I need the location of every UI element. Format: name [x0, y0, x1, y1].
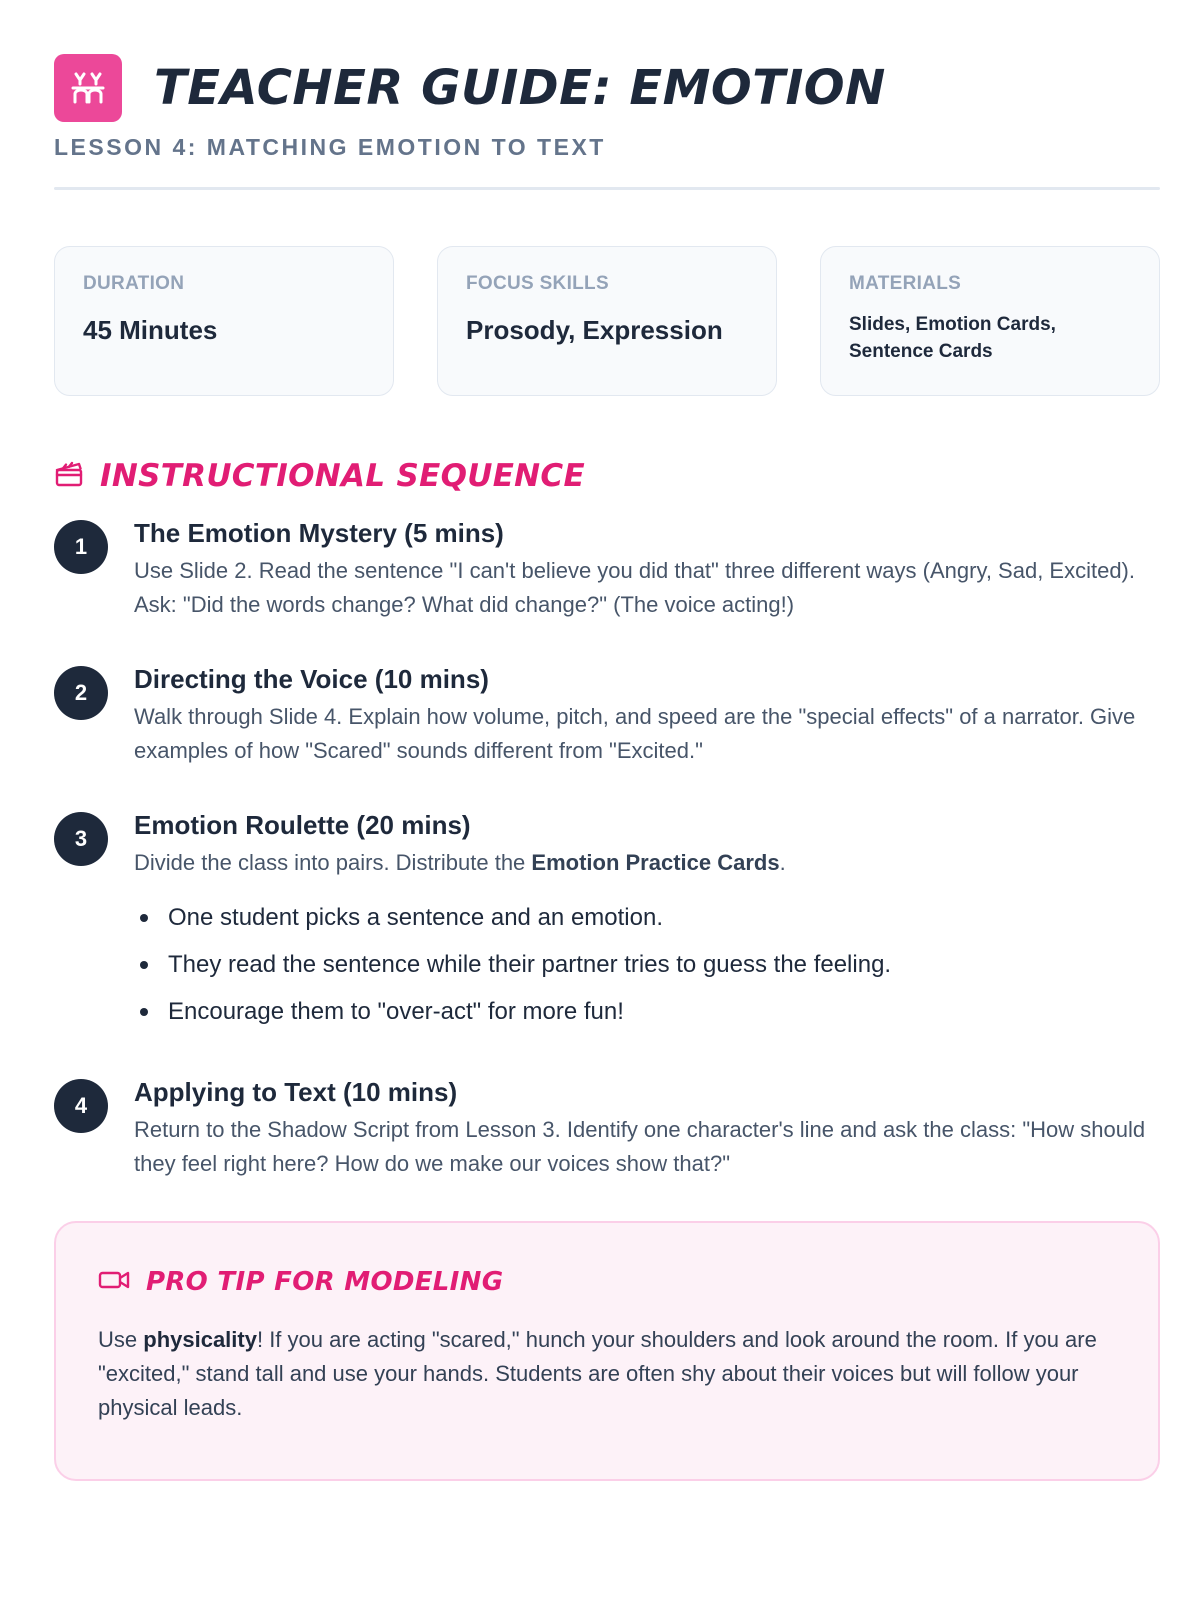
card-label: MATERIALS	[849, 273, 962, 294]
pro-tip-text-part: Use	[98, 1327, 144, 1352]
step-description: Return to the Shadow Script from Lesson 3. Identify one character's line and ask the class: "How should they feel right here? How do we make our voices show that?"	[134, 1117, 1146, 1176]
header	[54, 54, 1160, 122]
step-item	[54, 662, 1160, 768]
step-description	[134, 846, 1160, 880]
focus-skills-card	[437, 246, 777, 396]
step-body	[134, 662, 1160, 768]
sequence-header	[54, 458, 1160, 494]
step-number: 3	[54, 812, 108, 866]
step-title: The Emotion Mystery (5 mins)	[134, 518, 504, 548]
pro-tip-box	[54, 1221, 1160, 1481]
step-description-text: .	[779, 850, 786, 875]
video-camera-icon	[98, 1268, 130, 1297]
pro-tip-header	[98, 1267, 1116, 1297]
step-number: 2	[54, 666, 108, 720]
pro-tip-title: PRO TIP FOR MODELING	[146, 1267, 504, 1297]
theater-masks-icon	[54, 54, 122, 122]
step-title: Emotion Roulette (20 mins)	[134, 810, 471, 840]
pro-tip-emphasis: physicality	[143, 1327, 257, 1352]
step-item	[54, 516, 1160, 622]
page-title: TEACHER GUIDE: EMOTION	[154, 60, 886, 116]
step-title: Applying to Text (10 mins)	[134, 1077, 458, 1107]
step-list	[54, 516, 1160, 1181]
card-value: 45 Minutes	[83, 315, 218, 345]
teacher-guide-page	[54, 54, 1160, 1481]
step-item	[54, 1075, 1160, 1181]
duration-card	[54, 246, 394, 396]
step-body	[134, 1075, 1160, 1181]
materials-card	[820, 246, 1160, 396]
bullet-item: One student picks a sentence and an emotion.	[134, 894, 1160, 941]
clapperboard-icon	[54, 459, 84, 494]
card-value: Prosody, Expression	[466, 315, 723, 345]
step-description-text: Divide the class into pairs. Distribute the	[134, 850, 532, 875]
card-label: FOCUS SKILLS	[466, 273, 609, 294]
header-divider	[54, 187, 1160, 190]
card-value: Slides, Emotion Cards, Sentence Cards	[849, 314, 1056, 362]
lesson-subtitle: LESSON 4: MATCHING EMOTION TO TEXT	[54, 134, 606, 160]
bullet-list	[134, 894, 1160, 1035]
step-title: Directing the Voice (10 mins)	[134, 664, 489, 694]
step-description: Use Slide 2. Read the sentence "I can't believe you did that" three different ways (Angry, Sad, Excited). Ask: "Did the words change? What did change?" (The voice acting!)	[134, 558, 1135, 617]
card-label: DURATION	[83, 273, 185, 294]
bullet-item: They read the sentence while their partner tries to guess the feeling.	[134, 941, 1160, 988]
info-cards	[54, 246, 1160, 396]
step-item	[54, 808, 1160, 1035]
step-number: 4	[54, 1079, 108, 1133]
step-body	[134, 516, 1160, 622]
pro-tip-text-part: ! If you are acting "scared," hunch your shoulders and look around the room. If you are "excited," stand tall and use your hands. Students are often shy about their voices but will follow your physical leads.	[98, 1327, 1097, 1420]
step-description: Walk through Slide 4. Explain how volume, pitch, and speed are the "special effects" of a narrator. Give examples of how "Scared" sounds different from "Excited."	[134, 704, 1136, 763]
sequence-title: INSTRUCTIONAL SEQUENCE	[100, 458, 585, 494]
step-description-emphasis: Emotion Practice Cards	[531, 850, 780, 875]
bullet-item: Encourage them to "over-act" for more fun!	[134, 988, 1160, 1035]
pro-tip-text	[98, 1323, 1116, 1425]
step-body	[134, 808, 1160, 1035]
step-number: 1	[54, 520, 108, 574]
